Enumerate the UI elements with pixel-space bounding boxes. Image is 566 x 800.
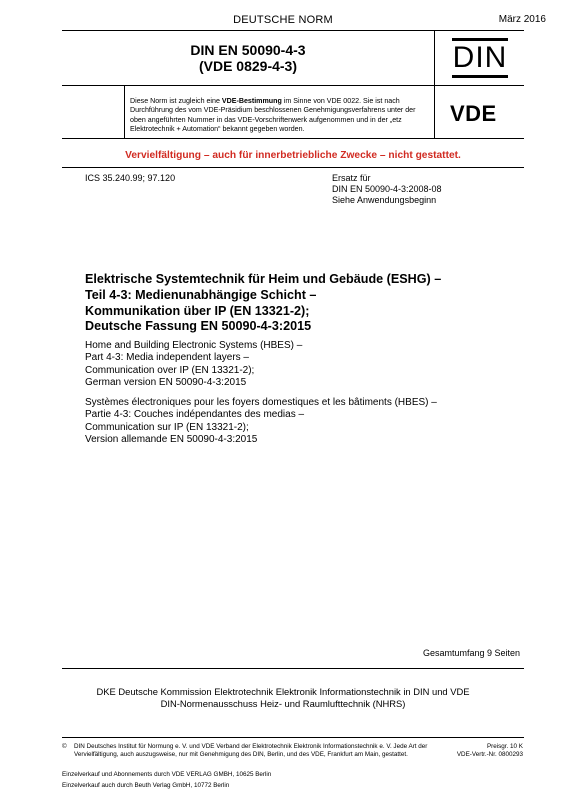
title-line: German version EN 50090-4-3:2015 bbox=[85, 377, 247, 389]
din-logo-bottom-bar bbox=[452, 75, 508, 78]
title-english bbox=[85, 340, 525, 390]
note-right-border bbox=[434, 85, 435, 138]
vde-note-text-1: Diese Norm ist zugleich eine bbox=[130, 97, 222, 105]
footer-divider bbox=[62, 737, 524, 738]
price-group: Preisgr. 10 K bbox=[486, 743, 523, 750]
title-line: Kommunikation über IP (EN 13321-2); bbox=[85, 303, 310, 318]
price-info bbox=[457, 743, 523, 759]
warning-divider bbox=[62, 167, 524, 168]
vde-order-number: VDE-Vertr.-Nr. 0800293 bbox=[456, 751, 523, 758]
title-line: Teil 4-3: Medienunabhängige Schicht – bbox=[85, 287, 317, 302]
title-line: Part 4-3: Media independent layers – bbox=[85, 352, 249, 364]
replaces-document: DIN EN 50090-4-3:2008-08 bbox=[332, 184, 442, 194]
sales-vde: Einzelverkauf und Abonnements durch VDE VERLAG GMBH, 10625 Berlin bbox=[62, 771, 272, 778]
din-logo bbox=[452, 38, 508, 78]
title-line: Version allemande EN 50090-4-3:2015 bbox=[85, 434, 258, 446]
title-line: Systèmes électroniques pour les foyers domestiques et les bâtiments (HBES) – bbox=[85, 397, 437, 408]
header-divider bbox=[62, 85, 524, 86]
title-line: Elektrische Systemtechnik für Heim und Gebäude (ESHG) – bbox=[85, 272, 442, 286]
committee-dke: DKE Deutsche Kommission Elektrotechnik Elektronik Informationstechnik in DIN und VDE bbox=[96, 686, 470, 697]
committee-nhrs: DIN-Normenausschuss Heiz- und Raumlufttechnik (NHRS) bbox=[160, 697, 406, 709]
standard-type-label: DEUTSCHE NORM bbox=[233, 14, 333, 26]
vde-note-bold: VDE-Bestimmung bbox=[221, 97, 282, 105]
copyright-symbol: © bbox=[62, 743, 67, 750]
logo-divider bbox=[434, 30, 435, 85]
copyright-notice bbox=[62, 743, 432, 759]
document-number bbox=[62, 42, 434, 74]
vde-note bbox=[130, 97, 432, 135]
responsible-committees bbox=[0, 686, 566, 709]
title-line: Communication over IP (EN 13321-2); bbox=[85, 364, 255, 376]
title-line: Home and Building Electronic Systems (HBES) – bbox=[85, 340, 303, 351]
vde-logo: VDE bbox=[450, 101, 497, 126]
sales-beuth: Einzelverkauf auch durch Beuth Verlag GmbH, 10772 Berlin bbox=[62, 782, 230, 789]
replaces-note: Siehe Anwendungsbeginn bbox=[332, 195, 437, 205]
vde-number: (VDE 0829-4-3) bbox=[198, 58, 298, 74]
total-pages: Gesamtumfang 9 Seiten bbox=[422, 648, 520, 658]
ics-codes: ICS 35.240.99; 97.120 bbox=[85, 173, 176, 183]
note-left-border bbox=[124, 85, 125, 138]
vde-note-text-2: im Sinne von VDE 0022. Sie ist nach Durchführung des vom VDE-Präsidium beschlossenen Genehmigungsverfahrens unter der oben angeführten Nummer in das VDE-Vorschriftenwerk aufgenommen und in der „etz Elektrotechnik + Automation“ bekannt gegeben worden. bbox=[130, 97, 416, 134]
top-divider bbox=[62, 30, 524, 31]
pages-divider bbox=[62, 668, 524, 669]
replaces-label: Ersatz für bbox=[332, 173, 371, 183]
din-number: DIN EN 50090-4-3 bbox=[190, 42, 306, 58]
title-french bbox=[85, 397, 525, 447]
title-line: Communication sur IP (EN 13321-2); bbox=[85, 421, 249, 433]
copy-warning: Vervielfältigung – auch für innerbetriebliche Zwecke – nicht gestattet. bbox=[125, 150, 461, 161]
copyright-text: DIN Deutsches Institut für Normung e. V. und VDE Verband der Elektrotechnik Elektronik Informationstechnik e. V. Jede Art der Vervielfältigung, auch auszugsweise, nur mit Genehmigung des DIN, Berlin, und des VDE, Frankfurt am Main, gestattet. bbox=[74, 743, 428, 758]
note-bottom-border bbox=[62, 138, 524, 139]
title-german bbox=[85, 272, 525, 335]
replaces-block bbox=[332, 173, 442, 206]
title-line: Deutsche Fassung EN 50090-4-3:2015 bbox=[85, 319, 312, 334]
title-line: Partie 4-3: Couches indépendantes des medias – bbox=[85, 409, 305, 421]
din-logo-text: DIN bbox=[452, 41, 508, 74]
publication-date: März 2016 bbox=[498, 14, 546, 25]
